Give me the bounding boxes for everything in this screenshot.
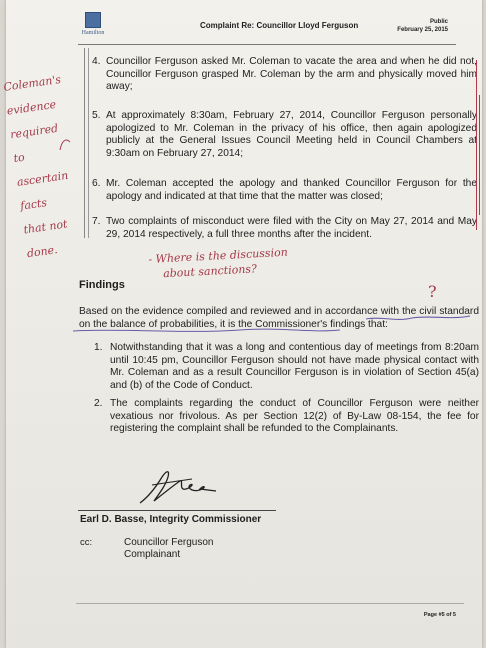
logo-text: Hamilton — [81, 30, 105, 36]
page-number: Page #5 of 5 — [423, 612, 456, 618]
cc-label: cc: — [80, 537, 93, 548]
cc-recipient: Councillor Ferguson — [124, 537, 214, 548]
item-text: Notwithstanding that it was a long and contentious day of meetings from 8:20am until 10:45 pm, Councillor Ferguson should not have made physical contact with Mr. Coleman and as a result Councillor Ferguson is in violation of Section 45(a) and (b) of the Code of Conduct. — [110, 342, 479, 391]
handwritten-question-mark: ? — [428, 282, 437, 301]
item-number: 7. — [92, 216, 101, 227]
item-text: The complaints regarding the conduct of Councillor Ferguson were neither vexatious nor frivolous. As per Section 12(2) of By-Law 08-154, the fee for registering the complaint shall be refunded to the Complainants. — [110, 398, 479, 434]
signer-name: Earl D. Basse, Integrity Commissioner — [80, 514, 262, 525]
document-title: Complaint Re: Councillor Lloyd Ferguson — [200, 21, 359, 30]
handwritten-margin-note: Coleman's evidence required to ascertain facts that not done. — [2, 72, 70, 261]
cc-recipient: Complainant — [124, 549, 181, 560]
item-text: Councillor Ferguson asked Mr. Coleman to vacate the area and when he did not, Councillor Ferguson grasped Mr. Coleman by the arm and physically moved him away; — [106, 56, 477, 92]
handwritten-findings-note: - Where is the discussion about sanctions? — [148, 245, 289, 281]
item-number: 5. — [92, 110, 101, 121]
item-number: 2. — [94, 398, 103, 409]
item-text: At approximately 8:30am, February 27, 2014, Councillor Ferguson personally apologized to Mr. Coleman in the privacy of his office, then again apologized publicly at the General Issues Council Meeting held in Council Chambers at 9:30am on February 27, 2014; — [106, 110, 477, 159]
item-text: Two complaints of misconduct were filed with the City on May 27, 2014 and May 29, 2014 respectively, a full three months after the incident. — [106, 216, 477, 240]
item-number: 1. — [94, 342, 103, 353]
item-text: Mr. Coleman accepted the apology and thanked Councillor Ferguson for the apology and indicated at that time that the matter was closed; — [106, 178, 477, 202]
classification: Public — [429, 19, 448, 25]
findings-heading: Findings — [79, 279, 125, 291]
document-date: February 25, 2015 — [397, 27, 448, 33]
item-number: 6. — [92, 178, 101, 189]
findings-intro: Based on the evidence compiled and reviewed and in accordance with the civil standard on the balance of probabilities, it is the Commissioner's findings that: — [79, 306, 479, 330]
item-number: 4. — [92, 56, 101, 67]
